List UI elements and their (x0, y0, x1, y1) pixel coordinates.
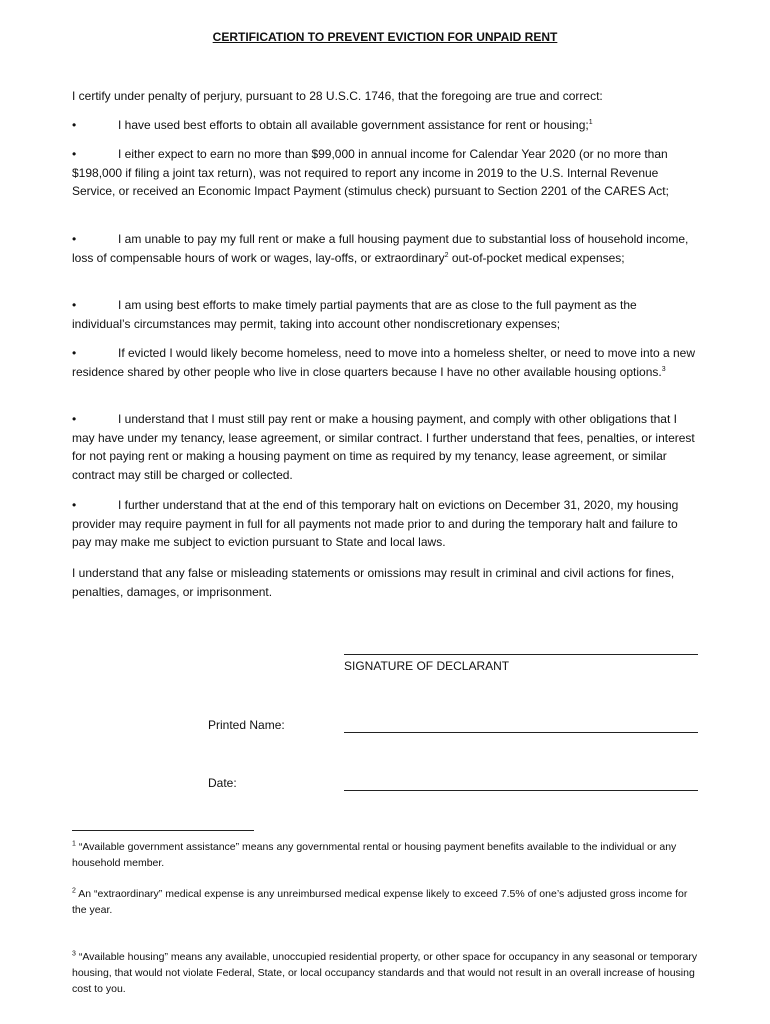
bullet-item-5: • If evicted I would likely become homeless, need to move into a homeless shelter, or need to move into a new residence shared by other people who live in close quarters because I have no other available housing options.$^3$ (72, 346, 695, 379)
footnote-1: $^1$ “Available government assistance” means any governmental rental or housing payment benefits available to the individual or any household member. (72, 840, 677, 869)
date-line[interactable] (344, 790, 698, 791)
bullet-item-2: • I either expect to earn no more than $99,000 in annual income for Calendar Year 2020 (or no more than $198,000 if filing a joint tax return), was not required to report any income in 2019 to the U.S. Internal Revenue Service, or received an Economic Impact Payment (stimulus check) pursuant to Section 2201 of the CARES Act; (72, 147, 669, 198)
bullet-marker: • (72, 118, 77, 132)
bullet-marker: • (72, 498, 77, 512)
bullet-marker: • (72, 147, 77, 161)
printed-name-label: Printed Name: (208, 718, 285, 732)
footnote-divider (72, 830, 254, 831)
signature-label: SIGNATURE OF DECLARANT (344, 659, 510, 673)
bullet-marker: • (72, 232, 77, 246)
bullet-item-1: • I have used best efforts to obtain all available government assistance for rent or housing;$^1$ (72, 116, 698, 135)
footnote-2: $^2$ An “extraordinary” medical expense is any unreimbursed medical expense likely to exceed 7.5% of one’s adjusted gross income for the year. (72, 887, 688, 916)
printed-name-line[interactable] (344, 732, 698, 733)
bullet-marker: • (72, 298, 77, 312)
signature-line[interactable] (344, 654, 698, 655)
closing-statement: I understand that any false or misleading statements or omissions may result in criminal and civil actions for fines, penalties, damages, or imprisonment. (72, 566, 675, 599)
bullet-item-7: • I further understand that at the end of this temporary halt on evictions on December 31, 2020, my housing provider may require payment in full for all payments not made prior to and during the temporary halt and failure to pay may make me subject to eviction pursuant to State and local laws. (72, 498, 679, 549)
intro-statement: I certify under penalty of perjury, pursuant to 28 U.S.C. 1746, that the foregoing are true and correct: (72, 89, 603, 103)
bullet-marker: • (72, 412, 77, 426)
bullet-item-4: • I am using best efforts to make timely partial payments that are as close to the full payment as the individual’s circumstances may permit, taking into account other nondiscretionary expenses; (72, 298, 637, 331)
bullet-marker: • (72, 346, 77, 360)
bullet-item-6: • I understand that I must still pay rent or make a housing payment, and comply with other obligations that I may have under my tenancy, lease agreement, or similar contract. I further understand that fees, penalties, or interest for not paying rent or making a housing payment on time as required by my tenancy, lease agreement, or similar contract may still be charged or collected. (72, 412, 695, 482)
date-label: Date: (208, 776, 237, 790)
footnote-3: $^3$ “Available housing” means any available, unoccupied residential property, or other space for occupancy in any seasonal or temporary housing, that would not violate Federal, State, or local occupancy standards and that would not result in an overall increase of housing cost to you. (72, 950, 698, 995)
bullet-item-3: • I am unable to pay my full rent or make a full housing payment due to substantial loss of household income, loss of compensable hours of work or wages, lay-offs, or extraordinary$^2$ out-of-pocket medical expenses; (72, 232, 689, 265)
document-title: CERTIFICATION TO PREVENT EVICTION FOR UNPAID RENT (212, 30, 558, 44)
